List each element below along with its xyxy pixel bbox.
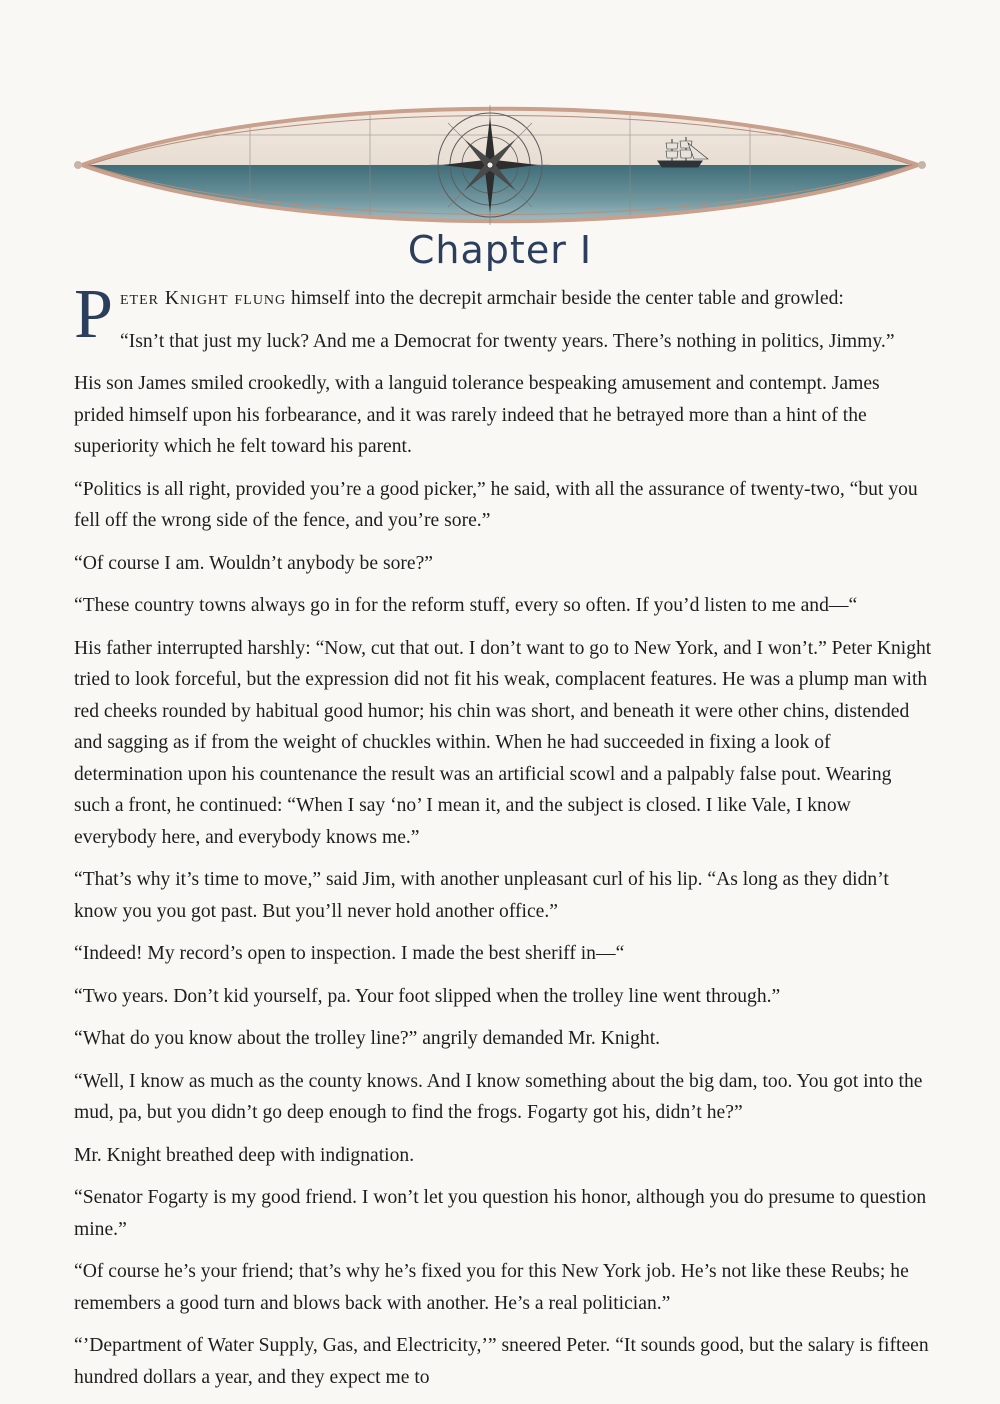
paragraph: “Politics is all right, provided you’re a good picker,” he said, with all the assurance of twenty-two, “but you fell off the wrong side of the fence, and you’re sore.” bbox=[74, 478, 918, 531]
chapter-text bbox=[74, 276, 932, 1404]
paragraph: “That’s why it’s time to move,” said Jim, with another unpleasant curl of his lip. “As long as they didn’t know you you got past. But you’ll never hold another office.” bbox=[74, 869, 889, 922]
paragraph: “Isn’t that just my luck? And me a Democrat for twenty years. There’s nothing in politics, Jimmy.” bbox=[120, 330, 895, 352]
paragraph: “These country towns always go in for the reform stuff, every so often. If you’d listen to me and—“ bbox=[74, 595, 858, 616]
paragraph: “What do you know about the trolley line?” angrily demanded Mr. Knight. bbox=[74, 1028, 661, 1049]
compass-map-banner bbox=[70, 95, 930, 235]
opening-small-caps: eter Knight flung bbox=[120, 288, 287, 309]
paragraph: “’Department of Water Supply, Gas, and Electricity,’” sneered Peter. “It sounds good, but the salary is fifteen hundred dollars a year, and they expect me to bbox=[74, 1335, 929, 1388]
opening-rest: himself into the decrepit armchair beside the center table and growled: bbox=[286, 288, 844, 309]
paragraph: His son James smiled crookedly, with a languid tolerance bespeaking amusement and contempt. James prided himself upon his forbearance, and it was rarely indeed that he betrayed more than a hint of the superiority which he felt toward his parent. bbox=[74, 373, 880, 457]
paragraph: “Indeed! My record’s open to inspection. I made the best sheriff in—“ bbox=[74, 943, 625, 964]
paragraph: “Of course I am. Wouldn’t anybody be sore?” bbox=[74, 552, 433, 574]
paragraph: His father interrupted harshly: “Now, cut that out. I don’t want to go to New York, and I won’t.” Peter Knight tried to look forceful, but the expression did not fit his weak, complacent features. He was a plump man with red cheeks rounded by habitual good humor; his chin was short, and beneath it were other chins, distended and sagging as if from the weight of chuckles within. When he had succeeded in fixing a look of determination upon his countenance the result was an artificial scowl and a palpably false pout. Wearing such a front, he continued: “When I say ‘no’ I mean it, and the subject is closed. I like Vale, I know everybody here, and everybody knows me.” bbox=[74, 637, 932, 848]
paragraph: “Two years. Don’t kid yourself, pa. Your foot slipped when the trolley line went through.” bbox=[74, 985, 781, 1007]
paragraph: “Senator Fogarty is my good friend. I won’t let you question his honor, although you do presume to question mine.” bbox=[74, 1187, 927, 1240]
paragraph: “Of course he’s your friend; that’s why he’s fixed you for this New York job. He’s not like these Reubs; he remembers a good turn and blows back with another. He’s a real politician.” bbox=[74, 1261, 909, 1314]
chapter-title: Chapter I bbox=[407, 228, 593, 272]
paragraph: Mr. Knight breathed deep with indignation. bbox=[74, 1144, 415, 1166]
drop-cap: P bbox=[74, 276, 113, 353]
compass-rose-icon bbox=[430, 105, 550, 225]
paragraph: “Well, I know as much as the county knows. And I know something about the big dam, too. You got into the mud, pa, but you didn’t go deep enough to find the frogs. Fogarty got his, didn’t he?” bbox=[74, 1070, 923, 1123]
